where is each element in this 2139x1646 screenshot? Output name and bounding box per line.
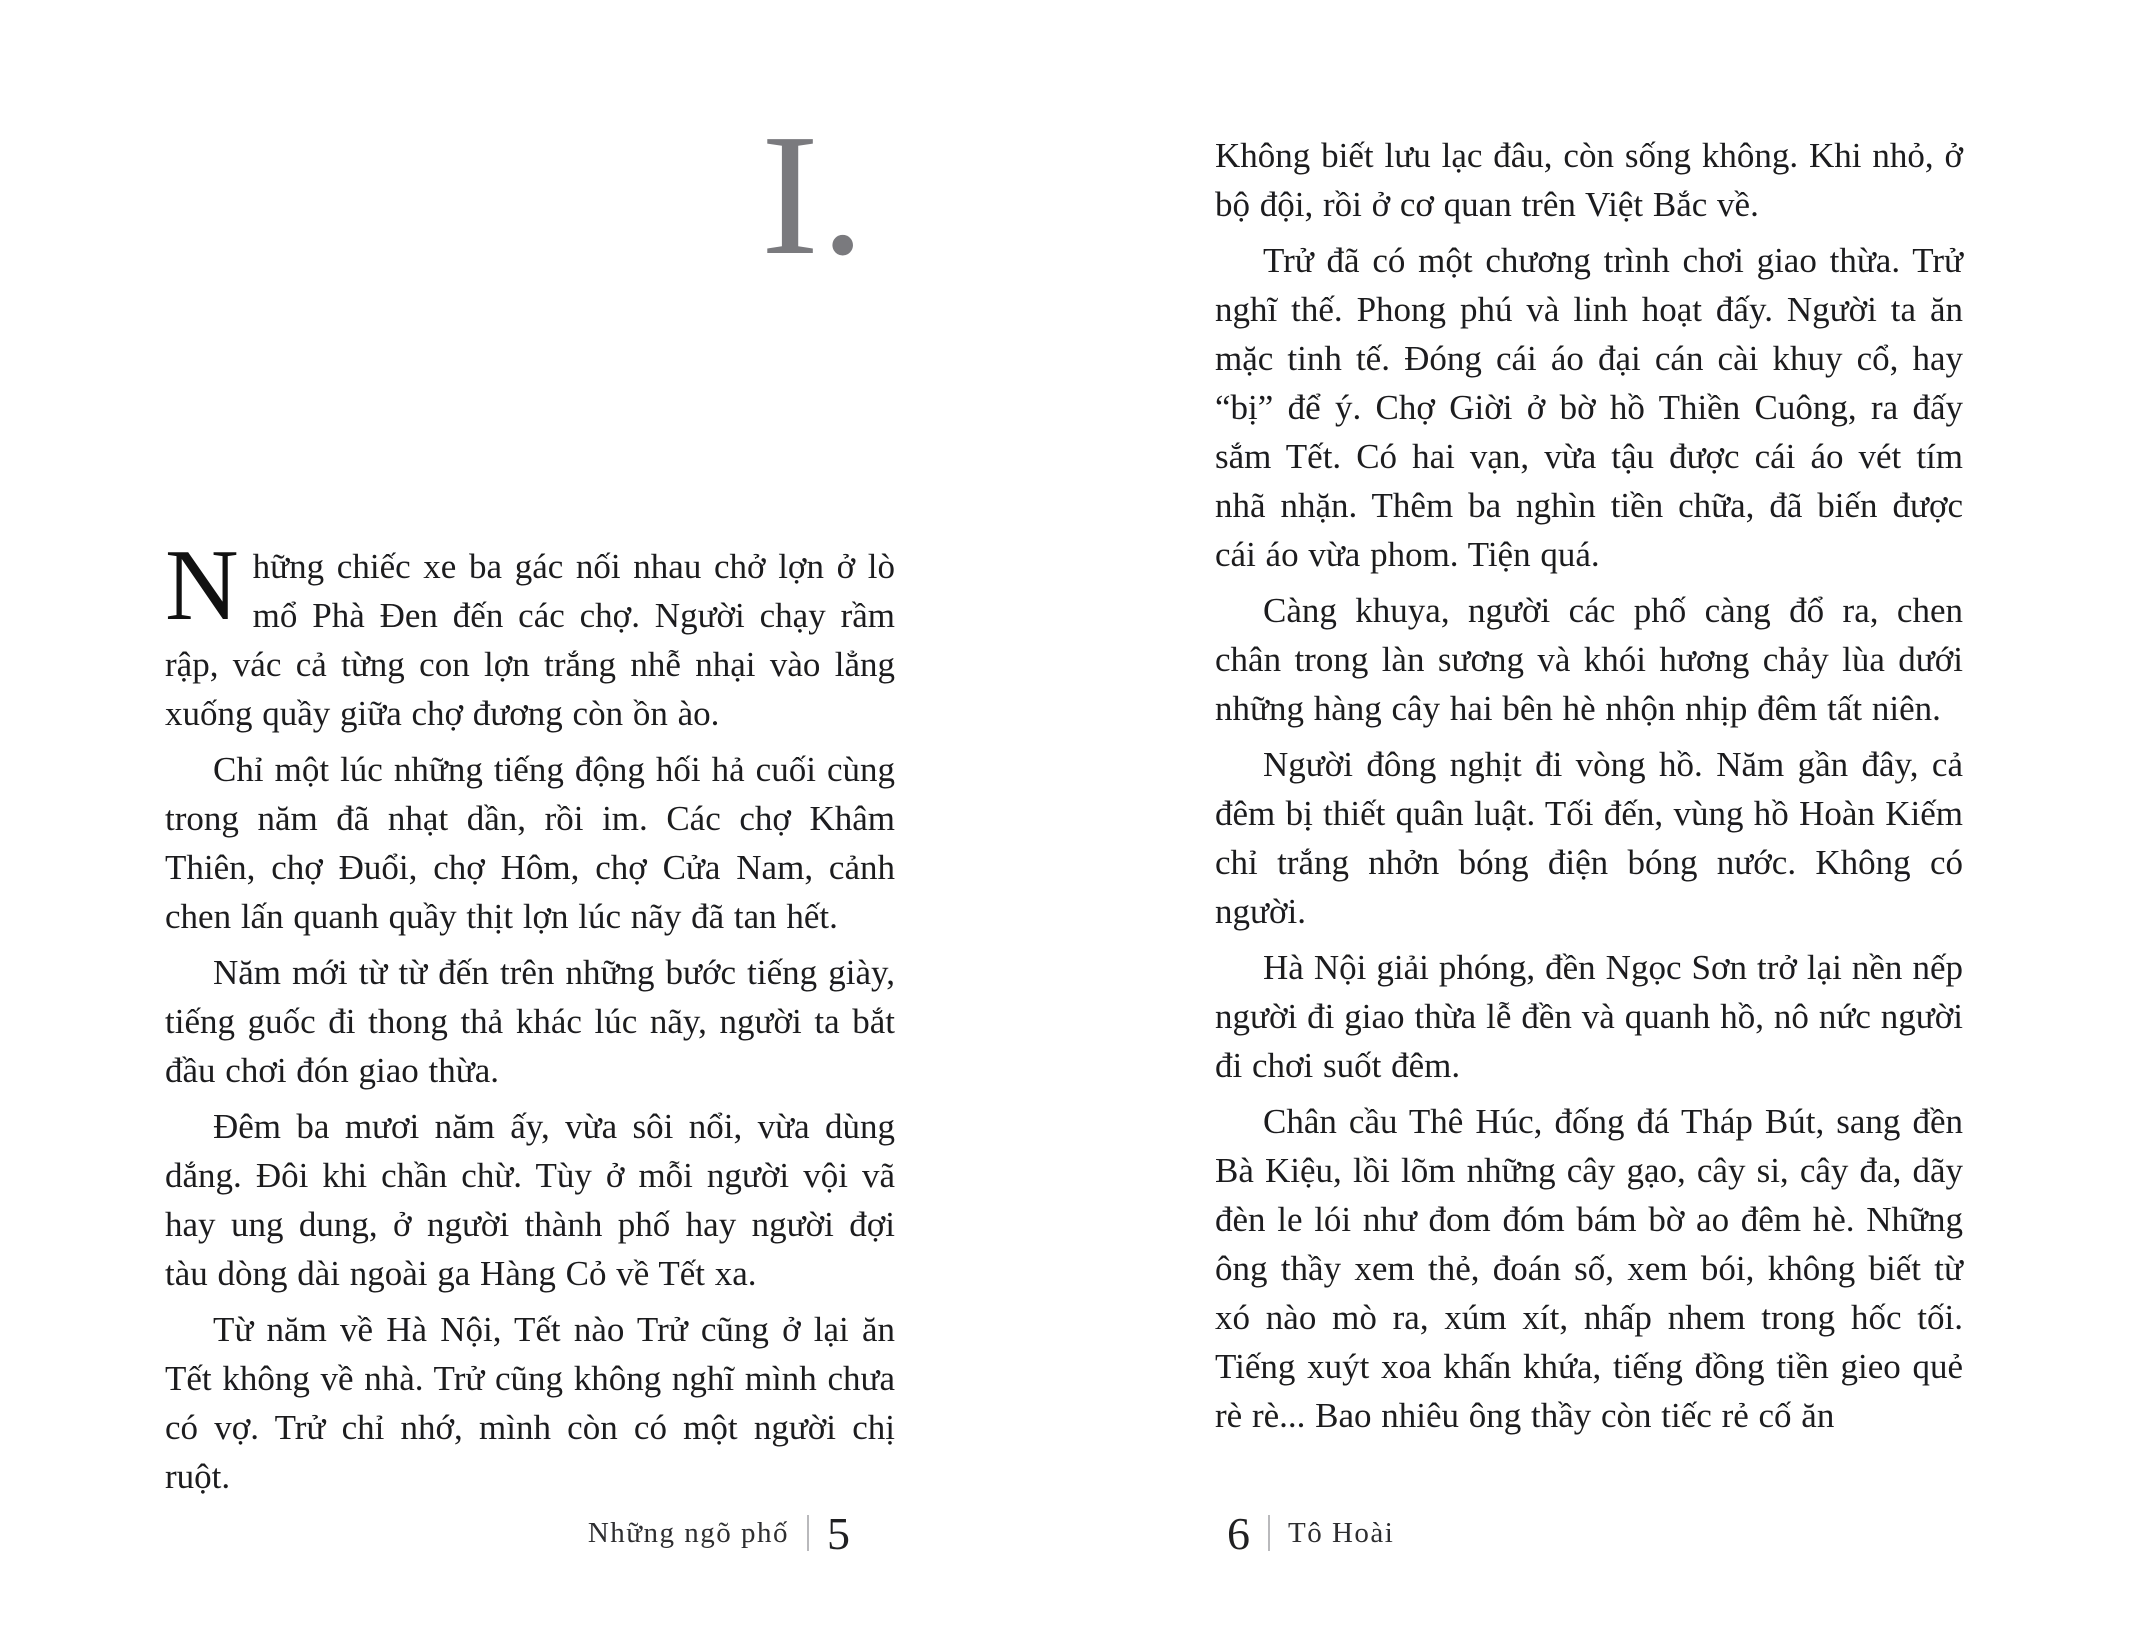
paragraph: Chân cầu Thê Húc, đống đá Tháp Bút, sang đền Bà Kiệu, lồi lõm những cây gạo, cây si, cây đa, dãy đèn le lói như đom đóm bám bờ ao đêm hè. Những ông thầy xem thẻ, đoán số, xem bói, không biết từ xó nào mò ra, xúm xít, nhấp nhem trong hốc tối. Tiếng xuýt xoa khấn khứa, tiếng đồng tiền gieo quẻ rè rè... Bao nhiêu ông thầy còn tiếc rẻ cố ăn	[1215, 1102, 1963, 1435]
footer-divider	[1268, 1515, 1270, 1551]
running-author: Tô Hoài	[1288, 1516, 1395, 1549]
paragraph: Từ năm về Hà Nội, Tết nào Trử cũng ở lại ăn Tết không về nhà. Trử cũng không nghĩ mình chưa có vợ. Trử chỉ nhớ, mình còn có một người chị ruột.	[165, 1310, 895, 1496]
left-page-text	[165, 529, 895, 1508]
left-page	[165, 0, 895, 1646]
paragraph: Không biết lưu lạc đâu, còn sống không. Khi nhỏ, ở bộ đội, rồi ở cơ quan trên Việt Bắc về.	[1215, 136, 1963, 224]
paragraph: Người đông nghịt đi vòng hồ. Năm gần đây, cả đêm bị thiết quân luật. Tối đến, vùng hồ Hoàn Kiếm chỉ trắng nhởn bóng điện bóng nước. Không có người.	[1215, 745, 1963, 931]
page-number-right: 6	[1227, 1507, 1250, 1559]
footer-divider	[807, 1515, 809, 1551]
paragraph: Trử đã có một chương trình chơi giao thừa. Trử nghĩ thế. Phong phú và linh hoạt đấy. Người ta ăn mặc tinh tế. Đóng cái áo đại cán cài khuy cổ, hay “bị” để ý. Chợ Giời ở bờ hồ Thiền Cuông, ra đấy sắm Tết. Có hai vạn, vừa tậu được cái áo vét tím nhã nhặn. Thêm ba nghìn tiền chữa, đã biến được cái áo vừa phom. Tiện quá.	[1215, 241, 1963, 574]
left-page-footer	[588, 1504, 850, 1562]
right-page	[1215, 0, 1963, 1646]
right-page-text	[1215, 131, 1963, 1447]
paragraph: Càng khuya, người các phố càng đổ ra, chen chân trong làn sương và khói hương chảy lùa dưới những hàng cây hai bên hè nhộn nhịp đêm tất niên.	[1215, 591, 1963, 728]
paragraph	[165, 529, 895, 738]
paragraph: Hà Nội giải phóng, đền Ngọc Sơn trở lại nền nếp người đi giao thừa lễ đền và quanh hồ, nô nức người đi chơi suốt đêm.	[1215, 948, 1963, 1085]
paragraph: Đêm ba mươi năm ấy, vừa sôi nổi, vừa dùng dắng. Đôi khi chần chừ. Tùy ở mỗi người vội vã hay ung dung, ở người thành phố hay người đợi tàu dòng dài ngoài ga Hàng Cỏ về Tết xa.	[165, 1107, 895, 1293]
running-title: Những ngõ phố	[587, 1516, 789, 1549]
paragraph: Chỉ một lúc những tiếng động hối hả cuối cùng trong năm đã nhạt dần, rồi im. Các chợ Khâm Thiên, chợ Đuổi, chợ Hôm, chợ Cửa Nam, cảnh chen lấn quanh quầy thịt lợn lúc nãy đã tan hết.	[165, 750, 895, 936]
paragraph-text: hững chiếc xe ba gác nối nhau chở lợn ở lò mổ Phà Đen đến các chợ. Người chạy rầm rập, vác cả từng con lợn trắng nhễ nhại vào lẳng xuống quầy giữa chợ đương còn ồn ào.	[165, 547, 895, 733]
paragraph: Năm mới từ từ đến trên những bước tiếng giày, tiếng guốc đi thong thả khác lúc nãy, người ta bắt đầu chơi đón giao thừa.	[165, 953, 895, 1090]
chapter-numeral: I.	[761, 98, 867, 291]
page-number-left: 5	[827, 1507, 850, 1559]
drop-cap: N	[165, 529, 239, 642]
right-page-footer	[1227, 1504, 1394, 1562]
